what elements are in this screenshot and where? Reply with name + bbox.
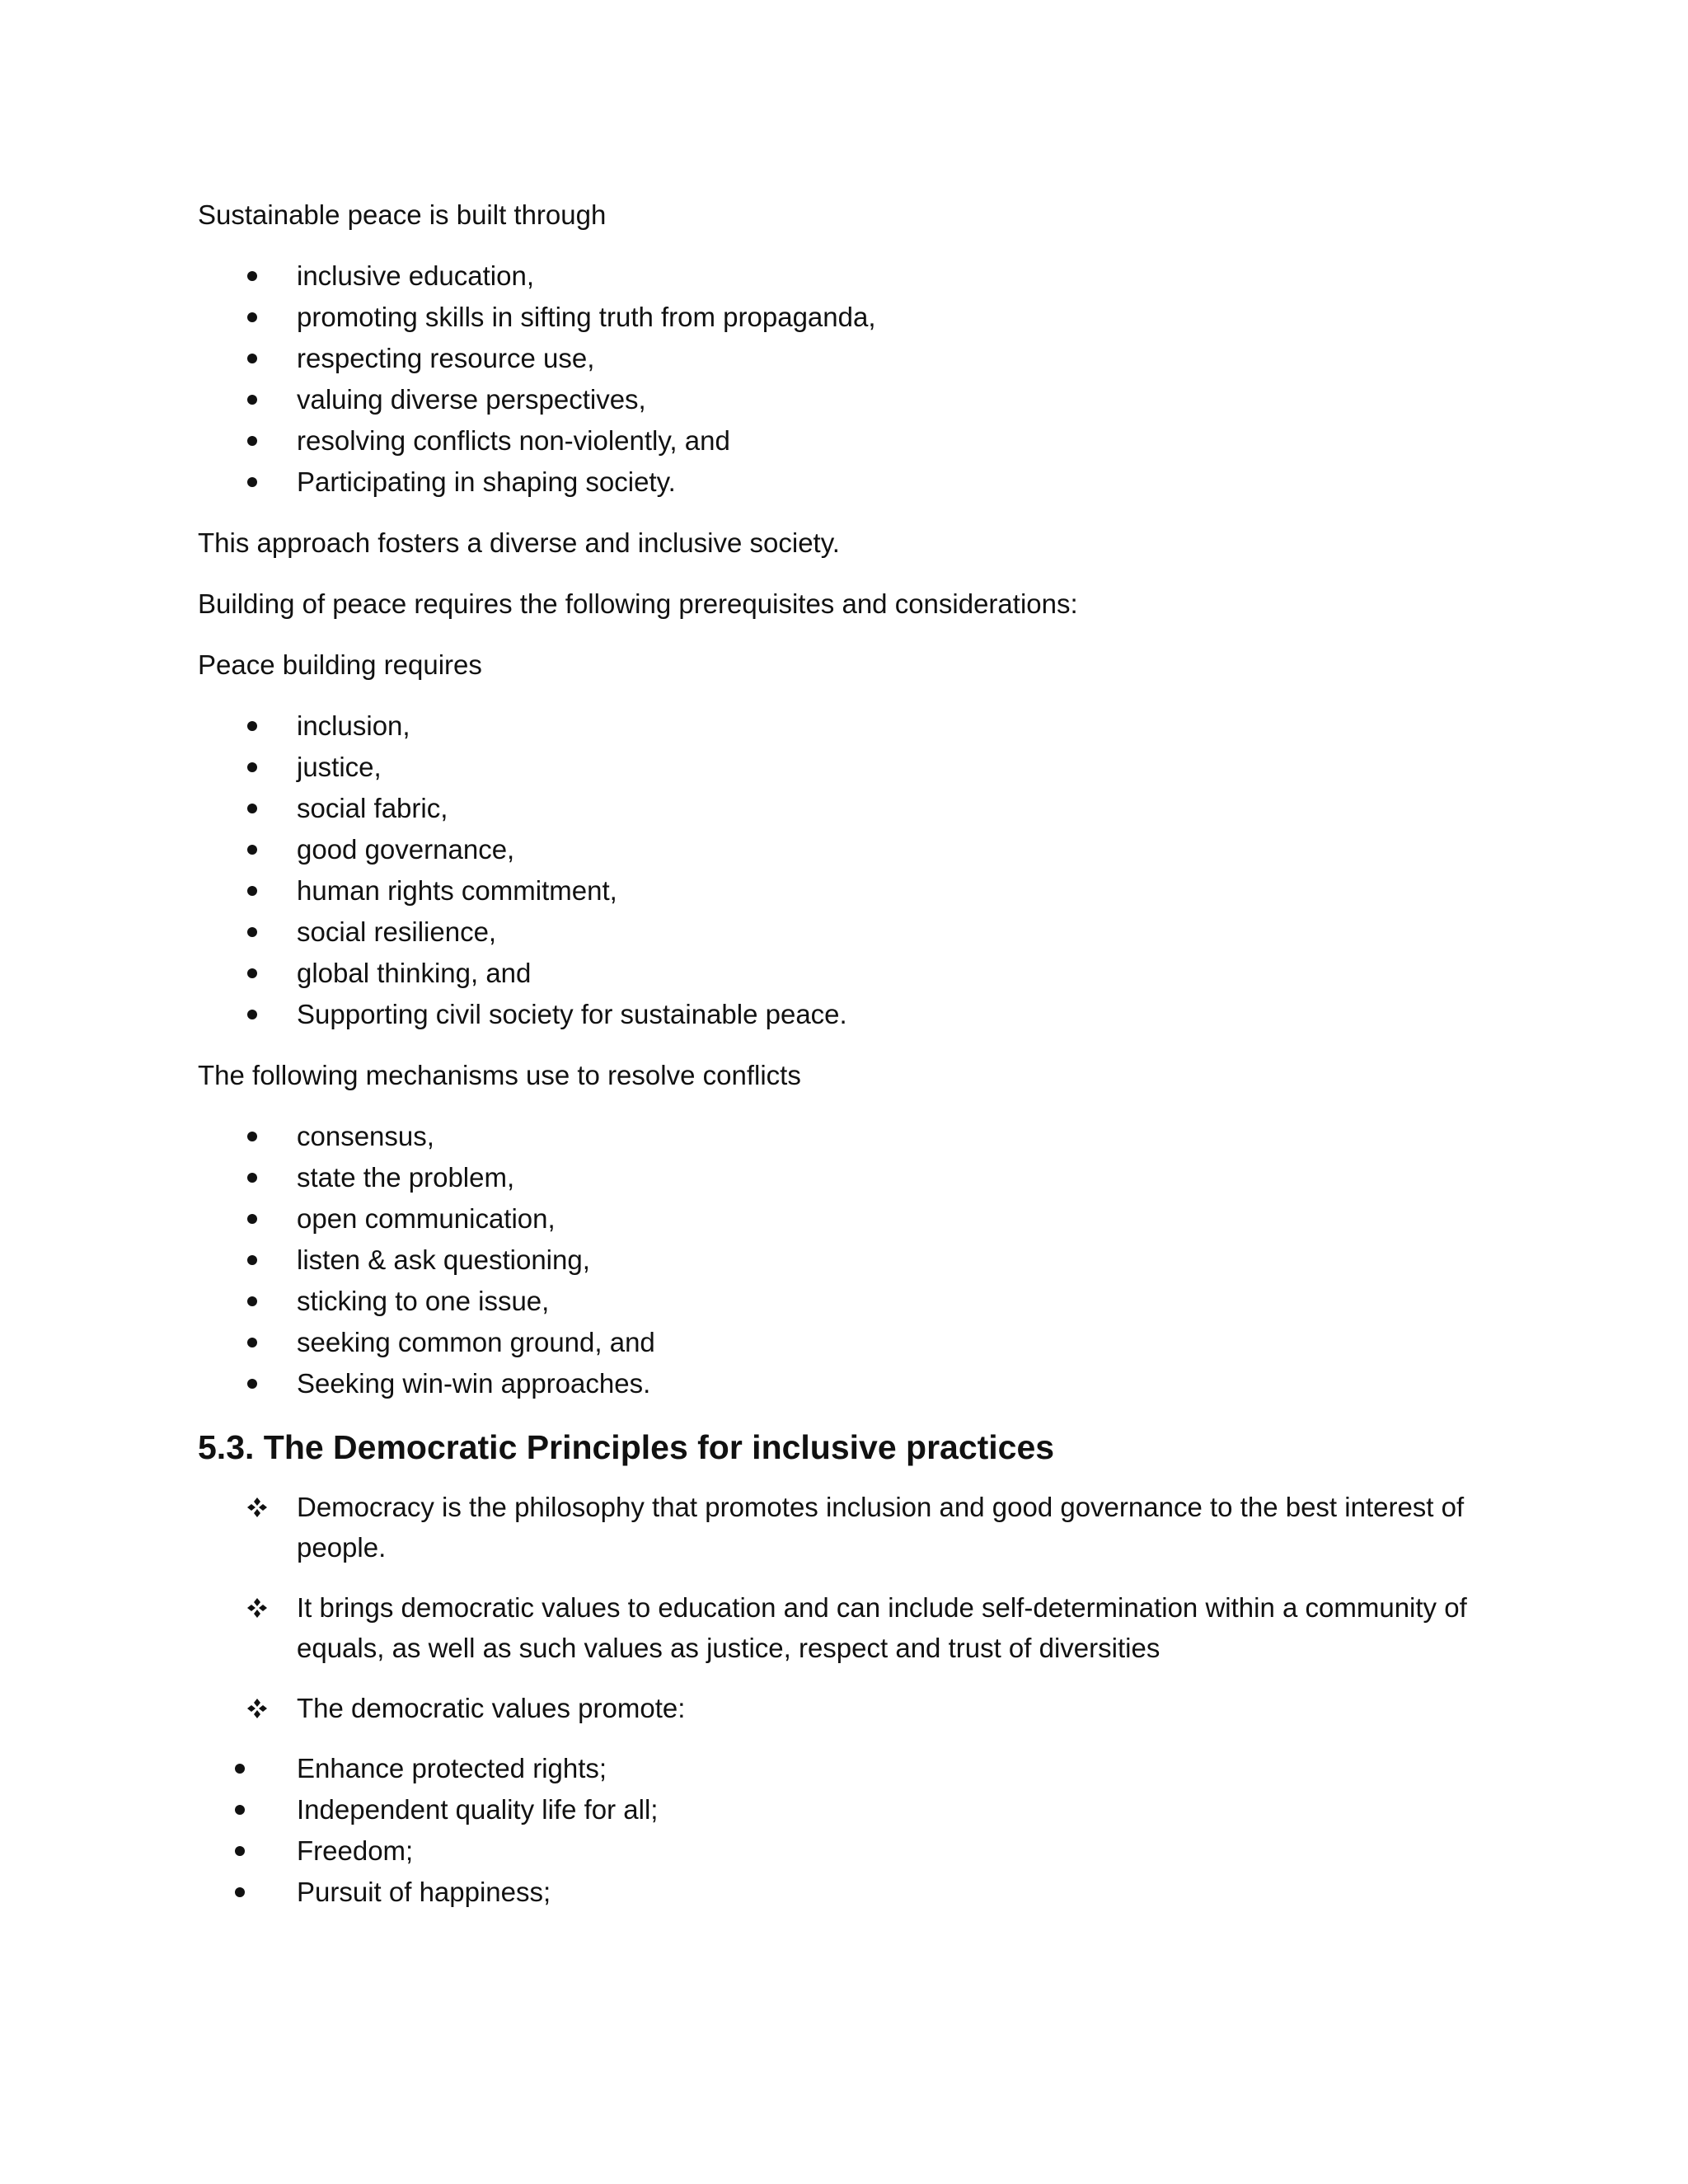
principle-item: The democratic values promote: — [198, 1688, 1500, 1728]
bullet-icon — [247, 886, 257, 896]
list-item: inclusion, — [198, 705, 1500, 747]
four-diamonds-icon — [247, 1497, 267, 1517]
intro-list — [198, 255, 1500, 503]
bullet-icon — [235, 1805, 245, 1815]
bullet-icon — [235, 1846, 245, 1856]
list-item: human rights commitment, — [198, 870, 1500, 912]
mechanisms-lead: The following mechanisms use to resolve conflicts — [198, 1060, 801, 1090]
list-item: open communication, — [198, 1198, 1500, 1240]
bullet-icon — [247, 762, 257, 772]
section-heading: 5.3. The Democratic Principles for inclusive practices — [198, 1428, 1055, 1466]
list-item: global thinking, and — [198, 953, 1500, 994]
bullet-icon — [247, 1214, 257, 1224]
bullet-icon — [247, 395, 257, 405]
prerequisites-list — [198, 705, 1500, 1035]
bullet-icon — [235, 1764, 245, 1774]
intro-lead: Sustainable peace is built through — [198, 199, 607, 230]
list-item: Participating in shaping society. — [198, 462, 1500, 503]
mechanisms-list — [198, 1116, 1500, 1404]
principles-list — [198, 1487, 1500, 1728]
bullet-icon — [247, 312, 257, 322]
bullet-icon — [247, 436, 257, 446]
bullet-icon — [247, 271, 257, 281]
list-item: good governance, — [198, 829, 1500, 870]
list-item: Enhance protected rights; — [198, 1748, 1500, 1789]
list-item: Supporting civil society for sustainable peace. — [198, 994, 1500, 1035]
list-item: Pursuit of happiness; — [198, 1872, 1500, 1913]
bullet-icon — [247, 1296, 257, 1306]
list-item: social fabric, — [198, 788, 1500, 829]
bullet-icon — [247, 1010, 257, 1019]
bullet-icon — [247, 721, 257, 731]
list-item: state the problem, — [198, 1157, 1500, 1198]
prerequisites-lead: Peace building requires — [198, 649, 482, 680]
list-item: Independent quality life for all; — [198, 1789, 1500, 1830]
list-item: sticking to one issue, — [198, 1281, 1500, 1322]
list-item: valuing diverse perspectives, — [198, 379, 1500, 420]
principle-item: Democracy is the philosophy that promotes inclusion and good governance to the best interest of people. — [198, 1487, 1500, 1568]
list-item: inclusive education, — [198, 255, 1500, 297]
document-page — [198, 194, 1500, 1933]
bullet-icon — [247, 354, 257, 363]
bullet-icon — [247, 1379, 257, 1389]
bullet-icon — [247, 845, 257, 855]
bullet-icon — [235, 1887, 245, 1897]
list-item: consensus, — [198, 1116, 1500, 1157]
bullet-icon — [247, 927, 257, 937]
list-item: Freedom; — [198, 1830, 1500, 1872]
list-item: seeking common ground, and — [198, 1322, 1500, 1363]
list-item: resolving conflicts non-violently, and — [198, 420, 1500, 462]
list-item: listen & ask questioning, — [198, 1240, 1500, 1281]
bullet-icon — [247, 804, 257, 813]
four-diamonds-icon — [247, 1699, 267, 1718]
bullet-icon — [247, 1255, 257, 1265]
bullet-icon — [247, 1173, 257, 1183]
prerequisites-statement: Building of peace requires the following prerequisites and considerations: — [198, 588, 1078, 619]
values-list — [198, 1748, 1500, 1913]
bullet-icon — [247, 477, 257, 487]
four-diamonds-icon — [247, 1598, 267, 1618]
list-item: justice, — [198, 747, 1500, 788]
bullet-icon — [247, 1338, 257, 1347]
list-item: Seeking win-win approaches. — [198, 1363, 1500, 1404]
list-item: social resilience, — [198, 912, 1500, 953]
bullet-icon — [247, 968, 257, 978]
principle-item: It brings democratic values to education and can include self-determination within a community of equals, as well as such values as justice, respect and trust of diversities — [198, 1587, 1500, 1668]
list-item: respecting resource use, — [198, 338, 1500, 379]
bullet-icon — [247, 1132, 257, 1141]
list-item: promoting skills in sifting truth from propaganda, — [198, 297, 1500, 338]
intro-closing: This approach fosters a diverse and inclusive society. — [198, 527, 840, 558]
